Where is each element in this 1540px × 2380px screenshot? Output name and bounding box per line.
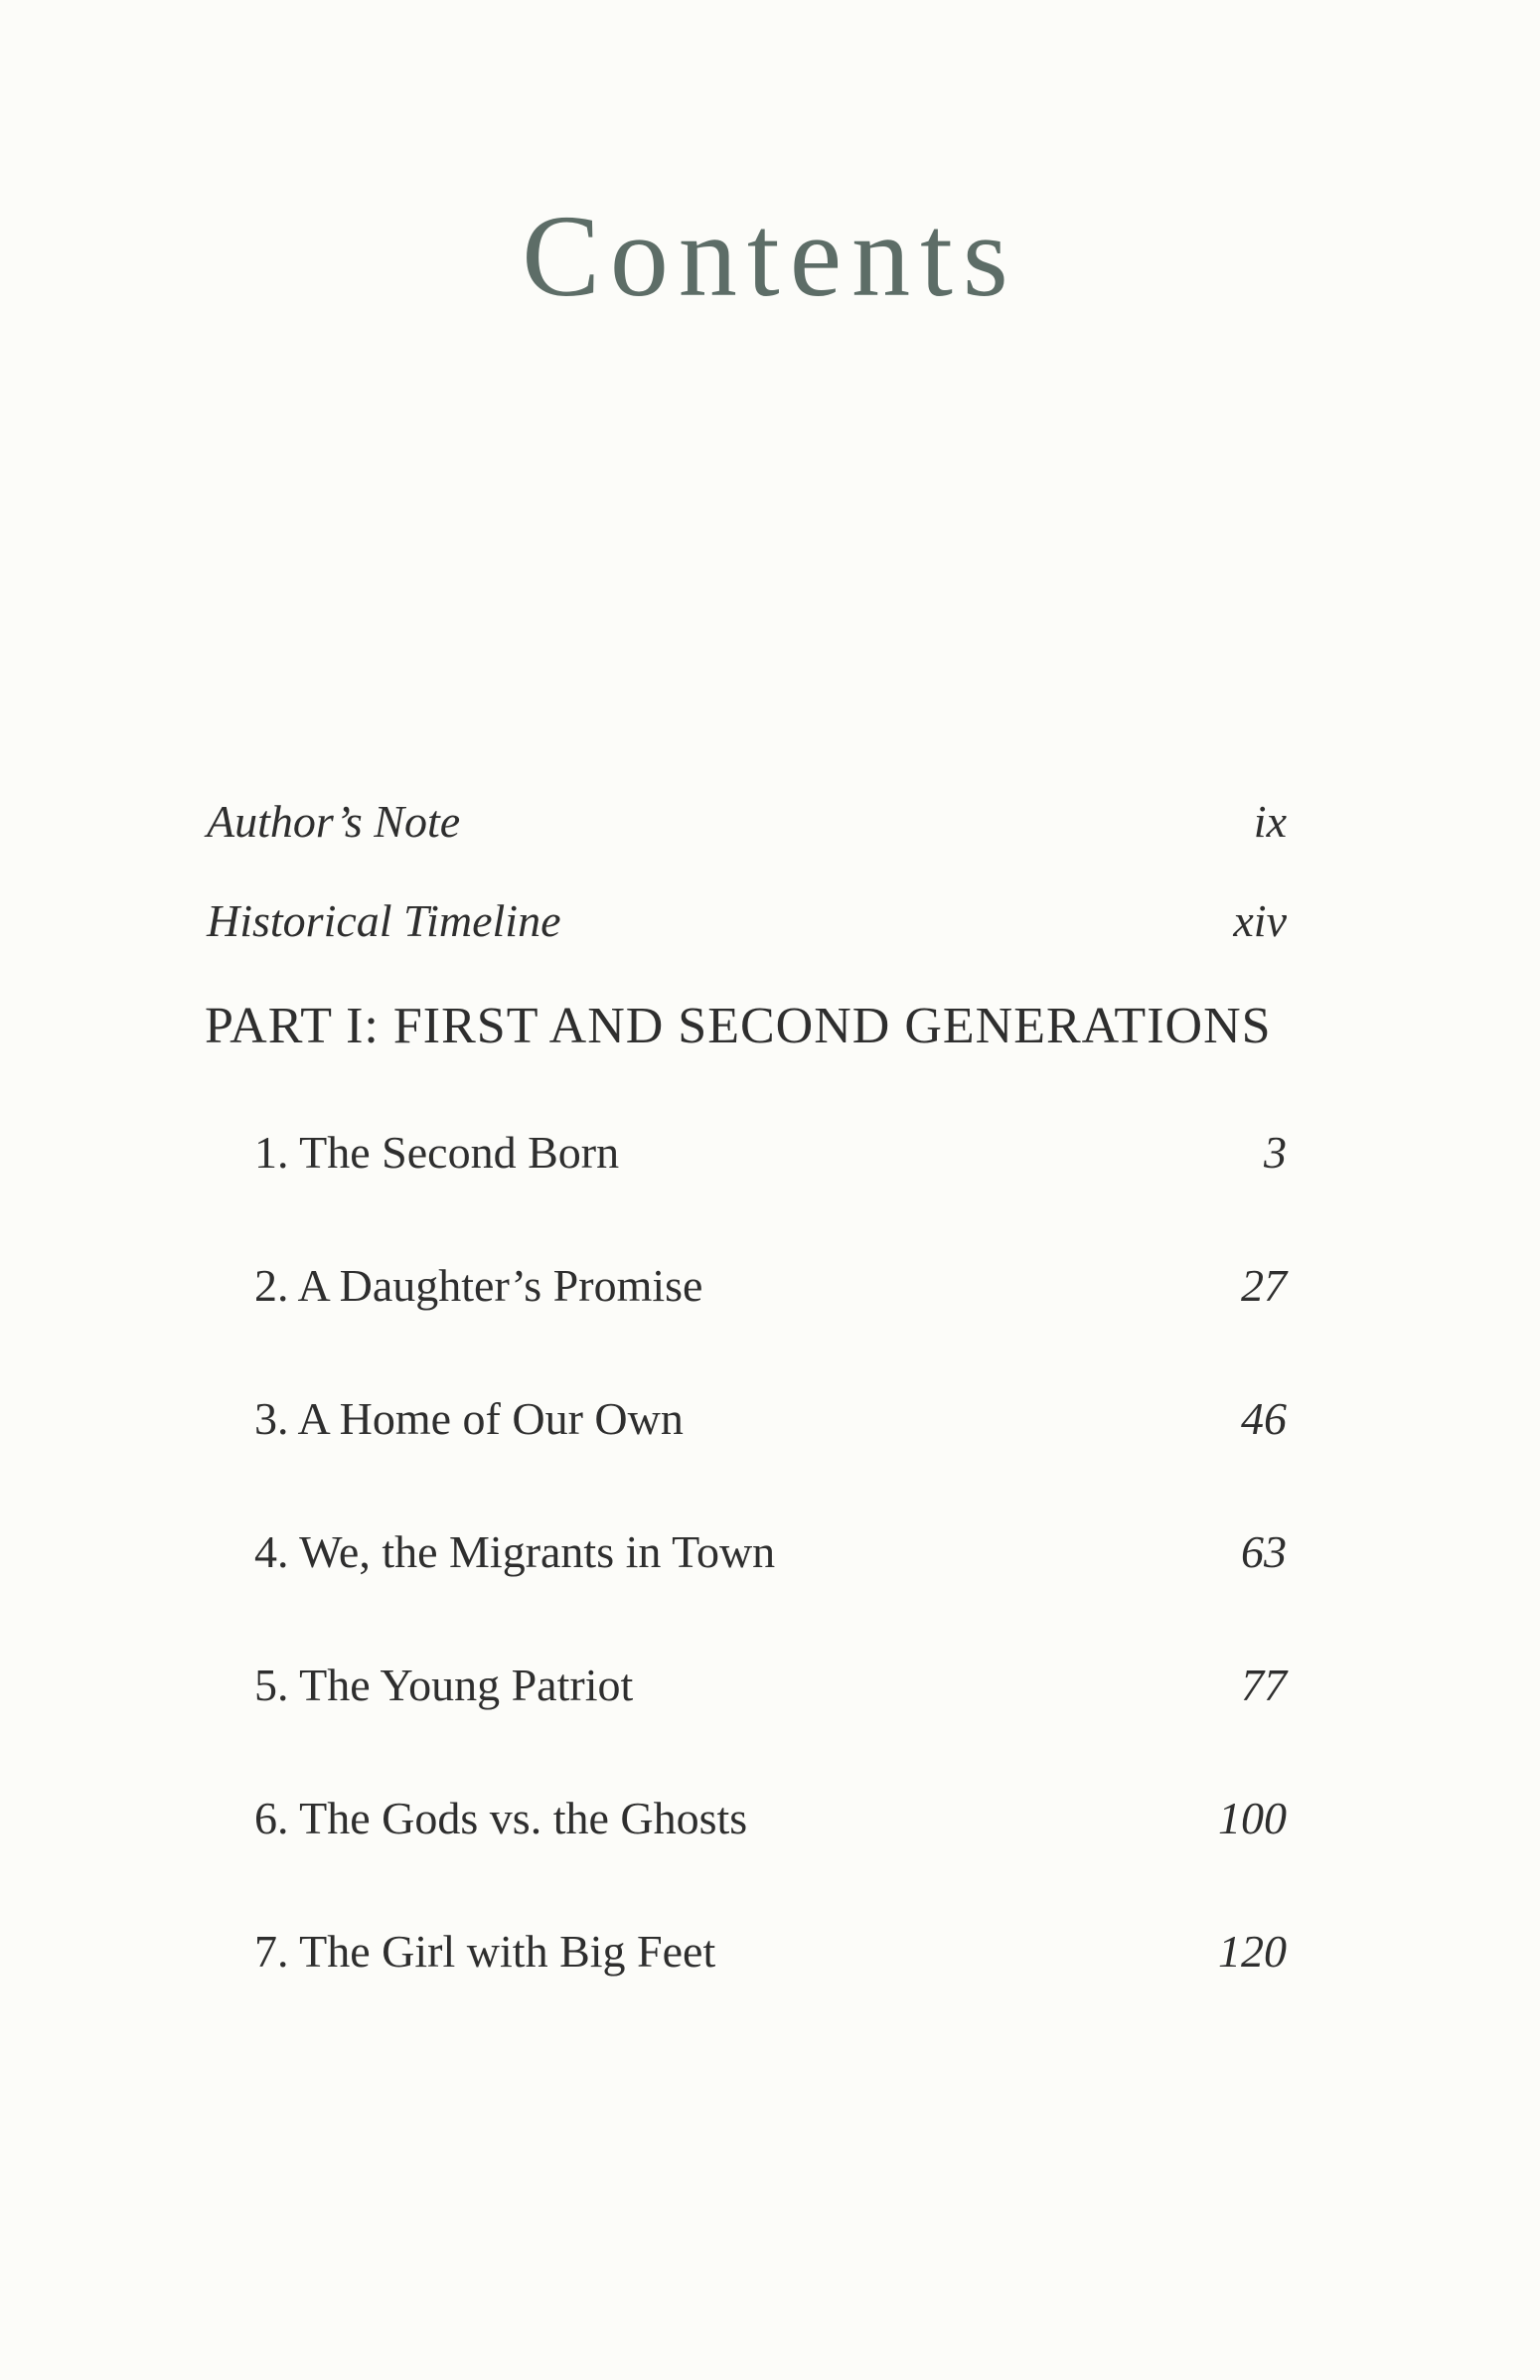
toc-entry-chapter-3[interactable] <box>0 1392 1540 1472</box>
toc-entry-historical-timeline[interactable] <box>0 894 1540 974</box>
toc-entry-label: Author’s Note <box>207 796 461 847</box>
toc-entry-label: 7. The Girl with Big Feet <box>254 1926 716 1977</box>
toc-entry-chapter-1[interactable] <box>0 1126 1540 1205</box>
toc-entry-page: 63 <box>1241 1526 1287 1577</box>
toc-entry-page: 27 <box>1241 1260 1287 1311</box>
toc-entry-chapter-5[interactable] <box>0 1659 1540 1738</box>
toc-entry-page: xiv <box>1233 895 1287 946</box>
toc-entry-label: Historical Timeline <box>207 895 561 946</box>
toc-entry-label: 1. The Second Born <box>254 1127 620 1178</box>
toc-entry-page: 3 <box>1264 1127 1287 1178</box>
part-heading: PART I: FIRST AND SECOND GENERATIONS <box>205 998 1272 1054</box>
page-title: Contents <box>522 191 1018 321</box>
toc-entry-label: 6. The Gods vs. the Ghosts <box>254 1793 748 1843</box>
toc-entry-chapter-4[interactable] <box>0 1525 1540 1605</box>
toc-entry-page: 100 <box>1218 1793 1287 1843</box>
toc-entry-chapter-6[interactable] <box>0 1792 1540 1871</box>
toc-entry-label: 5. The Young Patriot <box>254 1660 634 1710</box>
toc-entry-page: ix <box>1253 796 1287 847</box>
toc-entry-label: 3. A Home of Our Own <box>254 1393 684 1444</box>
toc-entry-authors-note[interactable] <box>0 795 1540 874</box>
toc-entry-label: 4. We, the Migrants in Town <box>254 1526 776 1577</box>
toc-entry-chapter-7[interactable] <box>0 1925 1540 2004</box>
toc-entry-page: 120 <box>1218 1926 1287 1977</box>
toc-entry-chapter-2[interactable] <box>0 1259 1540 1339</box>
toc-entry-page: 46 <box>1241 1393 1287 1444</box>
toc-entry-page: 77 <box>1241 1660 1287 1710</box>
toc-entry-label: 2. A Daughter’s Promise <box>254 1260 703 1311</box>
